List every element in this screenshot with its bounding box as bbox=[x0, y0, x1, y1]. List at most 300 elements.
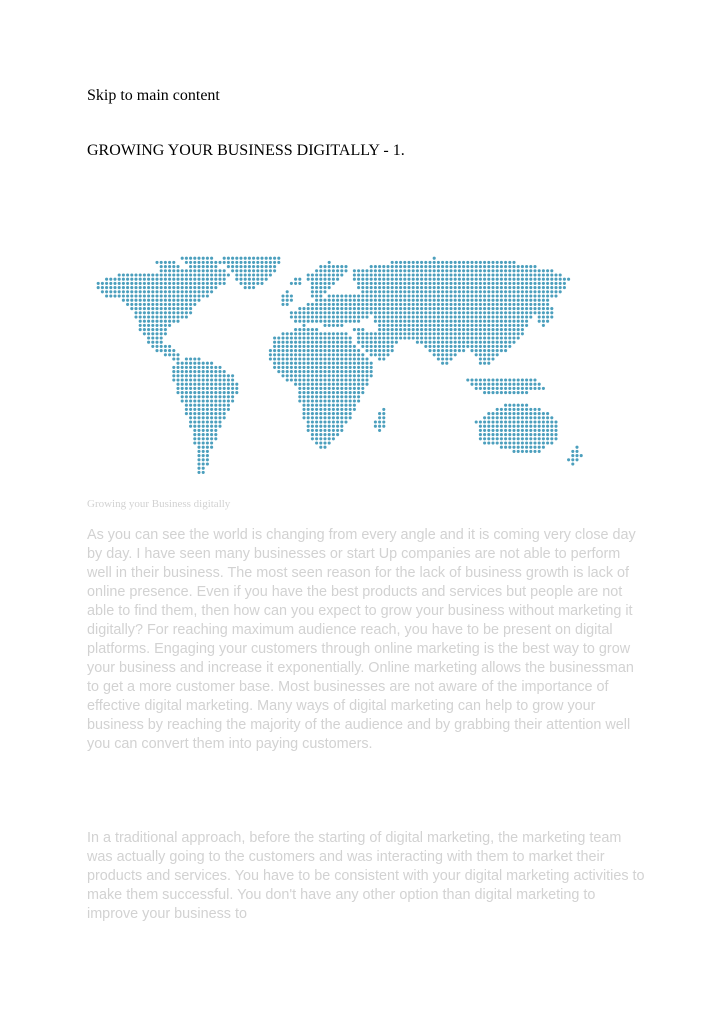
map-dot bbox=[412, 336, 415, 339]
map-dot bbox=[533, 286, 536, 289]
map-dot bbox=[122, 299, 125, 302]
map-dot bbox=[365, 378, 368, 381]
map-dot bbox=[193, 357, 196, 360]
map-dot bbox=[319, 299, 322, 302]
map-dot bbox=[374, 273, 377, 276]
map-dot bbox=[311, 303, 314, 306]
map-dot bbox=[361, 269, 364, 272]
map-dot bbox=[546, 437, 549, 440]
map-dot bbox=[202, 286, 205, 289]
map-dot bbox=[147, 282, 150, 285]
map-dot bbox=[160, 332, 163, 335]
map-dot bbox=[449, 328, 452, 331]
map-dot bbox=[315, 395, 318, 398]
map-dot bbox=[323, 446, 326, 449]
map-dot bbox=[269, 273, 272, 276]
map-dot bbox=[155, 311, 158, 314]
map-dot bbox=[475, 420, 478, 423]
map-dot bbox=[483, 336, 486, 339]
map-dot bbox=[554, 282, 557, 285]
map-dot bbox=[328, 429, 331, 432]
map-dot bbox=[454, 332, 457, 335]
map-dot bbox=[307, 425, 310, 428]
map-dot bbox=[340, 353, 343, 356]
map-dot bbox=[470, 378, 473, 381]
map-dot bbox=[189, 307, 192, 310]
map-dot bbox=[458, 303, 461, 306]
map-dot bbox=[193, 257, 196, 260]
map-dot bbox=[462, 315, 465, 318]
map-dot bbox=[176, 366, 179, 369]
map-dot bbox=[248, 261, 251, 264]
map-dot bbox=[181, 366, 184, 369]
map-dot bbox=[302, 416, 305, 419]
map-dot bbox=[504, 311, 507, 314]
map-dot bbox=[416, 332, 419, 335]
map-dot bbox=[475, 273, 478, 276]
map-dot bbox=[407, 315, 410, 318]
skip-to-main-link[interactable]: Skip to main content bbox=[87, 87, 220, 104]
map-dot bbox=[483, 353, 486, 356]
map-dot bbox=[483, 425, 486, 428]
map-dot bbox=[193, 290, 196, 293]
map-dot bbox=[546, 412, 549, 415]
map-dot bbox=[437, 345, 440, 348]
map-dot bbox=[370, 362, 373, 365]
map-dot bbox=[521, 437, 524, 440]
map-dot bbox=[479, 265, 482, 268]
map-dot bbox=[454, 294, 457, 297]
map-dot bbox=[395, 324, 398, 327]
map-dot bbox=[378, 429, 381, 432]
map-dot bbox=[542, 311, 545, 314]
map-dot bbox=[273, 269, 276, 272]
map-dot bbox=[357, 315, 360, 318]
map-dot bbox=[412, 282, 415, 285]
map-dot bbox=[248, 282, 251, 285]
map-dot bbox=[416, 336, 419, 339]
map-dot bbox=[521, 404, 524, 407]
map-dot bbox=[517, 273, 520, 276]
map-dot bbox=[479, 324, 482, 327]
map-dot bbox=[407, 286, 410, 289]
map-dot bbox=[542, 429, 545, 432]
map-dot bbox=[206, 395, 209, 398]
map-dot bbox=[361, 311, 364, 314]
map-dot bbox=[319, 433, 322, 436]
map-dot bbox=[189, 391, 192, 394]
map-dot bbox=[554, 429, 557, 432]
map-dot bbox=[504, 261, 507, 264]
map-dot bbox=[521, 441, 524, 444]
map-dot bbox=[189, 412, 192, 415]
dotted-world-map bbox=[92, 252, 590, 490]
map-dot bbox=[340, 412, 343, 415]
map-dot bbox=[538, 383, 541, 386]
map-dot bbox=[206, 412, 209, 415]
map-dot bbox=[151, 328, 154, 331]
map-dot bbox=[487, 261, 490, 264]
map-dot bbox=[386, 320, 389, 323]
map-dot bbox=[155, 299, 158, 302]
map-dot bbox=[374, 265, 377, 268]
map-dot bbox=[328, 311, 331, 314]
map-dot bbox=[470, 328, 473, 331]
map-dot bbox=[441, 336, 444, 339]
map-dot bbox=[512, 429, 515, 432]
map-dot bbox=[504, 303, 507, 306]
map-dot bbox=[206, 278, 209, 281]
map-dot bbox=[483, 315, 486, 318]
map-dot bbox=[567, 458, 570, 461]
map-dot bbox=[273, 257, 276, 260]
map-dot bbox=[357, 282, 360, 285]
map-dot bbox=[231, 391, 234, 394]
map-dot bbox=[231, 261, 234, 264]
map-dot bbox=[399, 307, 402, 310]
map-dot bbox=[206, 290, 209, 293]
map-dot bbox=[517, 441, 520, 444]
map-dot bbox=[504, 429, 507, 432]
map-dot bbox=[281, 294, 284, 297]
map-dot bbox=[475, 341, 478, 344]
map-dot bbox=[281, 341, 284, 344]
map-dot bbox=[479, 273, 482, 276]
map-dot bbox=[365, 290, 368, 293]
map-dot bbox=[374, 341, 377, 344]
map-dot bbox=[525, 416, 528, 419]
map-dot bbox=[441, 299, 444, 302]
map-dot bbox=[256, 278, 259, 281]
map-dot bbox=[365, 299, 368, 302]
map-dot bbox=[412, 307, 415, 310]
map-dot bbox=[454, 336, 457, 339]
map-dot bbox=[244, 282, 247, 285]
map-dot bbox=[580, 454, 583, 457]
map-dot bbox=[113, 290, 116, 293]
map-dot bbox=[466, 299, 469, 302]
map-dot bbox=[197, 395, 200, 398]
map-dot bbox=[491, 391, 494, 394]
map-dot bbox=[235, 257, 238, 260]
map-dot bbox=[386, 328, 389, 331]
map-dot bbox=[546, 294, 549, 297]
map-dot bbox=[231, 395, 234, 398]
map-dot bbox=[311, 345, 314, 348]
map-dot bbox=[378, 307, 381, 310]
map-dot bbox=[323, 366, 326, 369]
map-dot bbox=[155, 336, 158, 339]
map-dot bbox=[302, 408, 305, 411]
map-dot bbox=[336, 307, 339, 310]
map-dot bbox=[202, 420, 205, 423]
map-dot bbox=[500, 290, 503, 293]
map-dot bbox=[210, 286, 213, 289]
map-dot bbox=[458, 294, 461, 297]
map-dot bbox=[399, 261, 402, 264]
map-dot bbox=[365, 269, 368, 272]
map-dot bbox=[500, 336, 503, 339]
map-dot bbox=[500, 303, 503, 306]
map-dot bbox=[340, 269, 343, 272]
map-dot bbox=[155, 349, 158, 352]
map-dot bbox=[416, 286, 419, 289]
map-dot bbox=[210, 290, 213, 293]
map-dot bbox=[517, 265, 520, 268]
map-dot bbox=[218, 378, 221, 381]
map-dot bbox=[370, 345, 373, 348]
map-dot bbox=[189, 286, 192, 289]
map-dot bbox=[332, 391, 335, 394]
map-dot bbox=[323, 387, 326, 390]
map-dot bbox=[378, 290, 381, 293]
map-dot bbox=[340, 416, 343, 419]
map-dot bbox=[210, 416, 213, 419]
map-dot bbox=[479, 345, 482, 348]
map-dot bbox=[185, 278, 188, 281]
body-paragraph-1: As you can see the world is changing from every angle and it is coming very close day by day. I have seen many businesses or start Up companies are not able to perform well in their business. The most seen reason for the lack of business growth is lack of online presence. Even if you have the best products and services but people are not able to find them, then how can you expect to grow your business without marketing it digitally? For reaching maximum audience reach, you have to be present on digital platforms. Engaging your customers through online marketing is the best way to grow your business and increase it exponentially. Online marketing allows the businessman to get a more customer base. Most businesses are not aware of the importance of effective digital marketing. Many ways of digital marketing can help to grow your business by reaching the majority of the audience and by grabbing their attention well you can convert them into paying customers. bbox=[87, 527, 636, 752]
map-dot bbox=[260, 273, 263, 276]
map-dot bbox=[412, 269, 415, 272]
map-dot bbox=[181, 378, 184, 381]
map-dot bbox=[185, 378, 188, 381]
map-dot bbox=[550, 315, 553, 318]
map-dot bbox=[517, 282, 520, 285]
map-dot bbox=[445, 336, 448, 339]
map-dot bbox=[365, 315, 368, 318]
map-dot bbox=[483, 261, 486, 264]
map-dot bbox=[206, 404, 209, 407]
map-dot bbox=[164, 282, 167, 285]
map-dot bbox=[281, 357, 284, 360]
map-dot bbox=[227, 399, 230, 402]
map-dot bbox=[113, 286, 116, 289]
map-dot bbox=[160, 336, 163, 339]
map-dot bbox=[181, 387, 184, 390]
map-dot bbox=[298, 378, 301, 381]
map-dot bbox=[357, 294, 360, 297]
map-dot bbox=[424, 303, 427, 306]
map-dot bbox=[496, 307, 499, 310]
map-dot bbox=[370, 307, 373, 310]
map-dot bbox=[529, 290, 532, 293]
map-dot bbox=[323, 408, 326, 411]
map-dot bbox=[323, 399, 326, 402]
map-dot bbox=[496, 290, 499, 293]
map-dot bbox=[416, 341, 419, 344]
map-dot bbox=[319, 383, 322, 386]
map-dot bbox=[227, 383, 230, 386]
map-dot bbox=[214, 404, 217, 407]
map-dot bbox=[193, 437, 196, 440]
map-dot bbox=[374, 299, 377, 302]
map-dot bbox=[454, 328, 457, 331]
map-dot bbox=[357, 353, 360, 356]
map-dot bbox=[466, 315, 469, 318]
map-dot bbox=[428, 345, 431, 348]
map-dot bbox=[550, 290, 553, 293]
map-dot bbox=[508, 294, 511, 297]
map-dot bbox=[538, 433, 541, 436]
map-dot bbox=[433, 290, 436, 293]
map-dot bbox=[386, 315, 389, 318]
map-dot bbox=[361, 294, 364, 297]
map-dot bbox=[231, 383, 234, 386]
map-dot bbox=[546, 282, 549, 285]
map-dot bbox=[210, 429, 213, 432]
map-dot bbox=[336, 357, 339, 360]
map-dot bbox=[214, 416, 217, 419]
map-dot bbox=[412, 286, 415, 289]
map-dot bbox=[311, 366, 314, 369]
map-dot bbox=[160, 345, 163, 348]
map-dot bbox=[420, 299, 423, 302]
map-dot bbox=[525, 315, 528, 318]
map-dot bbox=[517, 311, 520, 314]
map-dot bbox=[189, 387, 192, 390]
map-dot bbox=[407, 336, 410, 339]
map-dot bbox=[143, 278, 146, 281]
map-dot bbox=[344, 353, 347, 356]
map-dot bbox=[349, 336, 352, 339]
map-dot bbox=[533, 416, 536, 419]
map-dot bbox=[487, 294, 490, 297]
map-dot bbox=[357, 332, 360, 335]
map-dot bbox=[416, 278, 419, 281]
map-dot bbox=[374, 345, 377, 348]
map-dot bbox=[437, 286, 440, 289]
map-dot bbox=[210, 273, 213, 276]
map-dot bbox=[491, 429, 494, 432]
map-dot bbox=[344, 299, 347, 302]
map-dot bbox=[470, 336, 473, 339]
map-dot bbox=[160, 328, 163, 331]
map-dot bbox=[554, 290, 557, 293]
map-dot bbox=[353, 273, 356, 276]
map-dot bbox=[176, 383, 179, 386]
map-dot bbox=[521, 307, 524, 310]
map-dot bbox=[491, 416, 494, 419]
map-dot bbox=[428, 336, 431, 339]
map-dot bbox=[344, 320, 347, 323]
map-dot bbox=[466, 278, 469, 281]
map-dot bbox=[500, 315, 503, 318]
map-dot bbox=[365, 332, 368, 335]
map-dot bbox=[445, 315, 448, 318]
map-dot bbox=[168, 303, 171, 306]
map-dot bbox=[176, 362, 179, 365]
map-dot bbox=[323, 299, 326, 302]
map-dot bbox=[512, 294, 515, 297]
map-dot bbox=[470, 349, 473, 352]
map-dot bbox=[475, 311, 478, 314]
map-dot bbox=[353, 378, 356, 381]
map-dot bbox=[386, 336, 389, 339]
map-dot bbox=[407, 307, 410, 310]
map-dot bbox=[315, 387, 318, 390]
map-dot bbox=[353, 307, 356, 310]
map-dot bbox=[386, 294, 389, 297]
map-dot bbox=[298, 353, 301, 356]
map-dot bbox=[365, 341, 368, 344]
map-dot bbox=[181, 315, 184, 318]
map-dot bbox=[172, 307, 175, 310]
map-dot bbox=[139, 315, 142, 318]
map-dot bbox=[214, 425, 217, 428]
map-dot bbox=[164, 307, 167, 310]
map-dot bbox=[529, 425, 532, 428]
map-dot bbox=[206, 273, 209, 276]
map-dot bbox=[470, 345, 473, 348]
map-dot bbox=[496, 383, 499, 386]
map-dot bbox=[323, 269, 326, 272]
map-dot bbox=[164, 278, 167, 281]
map-dot bbox=[168, 282, 171, 285]
map-dot bbox=[315, 299, 318, 302]
map-dot bbox=[462, 269, 465, 272]
map-dot bbox=[311, 387, 314, 390]
map-dot bbox=[428, 278, 431, 281]
map-dot bbox=[143, 332, 146, 335]
map-dot bbox=[319, 357, 322, 360]
map-dot bbox=[533, 383, 536, 386]
map-dot bbox=[437, 349, 440, 352]
map-dot bbox=[210, 269, 213, 272]
map-dot bbox=[357, 341, 360, 344]
map-dot bbox=[340, 404, 343, 407]
map-dot bbox=[147, 303, 150, 306]
map-dot bbox=[412, 294, 415, 297]
map-dot bbox=[319, 353, 322, 356]
map-dot bbox=[521, 450, 524, 453]
map-dot bbox=[500, 341, 503, 344]
map-dot bbox=[164, 349, 167, 352]
map-dot bbox=[449, 278, 452, 281]
map-dot bbox=[542, 412, 545, 415]
map-dot bbox=[445, 320, 448, 323]
map-dot bbox=[189, 416, 192, 419]
map-dot bbox=[315, 433, 318, 436]
map-dot bbox=[475, 383, 478, 386]
map-dot bbox=[315, 345, 318, 348]
map-dot bbox=[445, 290, 448, 293]
map-dot bbox=[458, 299, 461, 302]
map-dot bbox=[475, 324, 478, 327]
map-dot bbox=[382, 320, 385, 323]
map-dot bbox=[307, 370, 310, 373]
map-dot bbox=[197, 282, 200, 285]
map-dot bbox=[483, 332, 486, 335]
map-dot bbox=[105, 282, 108, 285]
map-dot bbox=[382, 328, 385, 331]
map-dot bbox=[349, 341, 352, 344]
map-dot bbox=[172, 265, 175, 268]
map-dot bbox=[340, 425, 343, 428]
map-dot bbox=[416, 273, 419, 276]
map-dot bbox=[302, 332, 305, 335]
map-dot bbox=[445, 324, 448, 327]
map-dot bbox=[491, 332, 494, 335]
map-dot bbox=[466, 307, 469, 310]
map-dot bbox=[496, 341, 499, 344]
map-dot bbox=[449, 315, 452, 318]
map-dot bbox=[197, 412, 200, 415]
map-dot bbox=[361, 303, 364, 306]
map-dot bbox=[319, 345, 322, 348]
map-dot bbox=[504, 420, 507, 423]
map-dot bbox=[386, 265, 389, 268]
map-dot bbox=[533, 429, 536, 432]
